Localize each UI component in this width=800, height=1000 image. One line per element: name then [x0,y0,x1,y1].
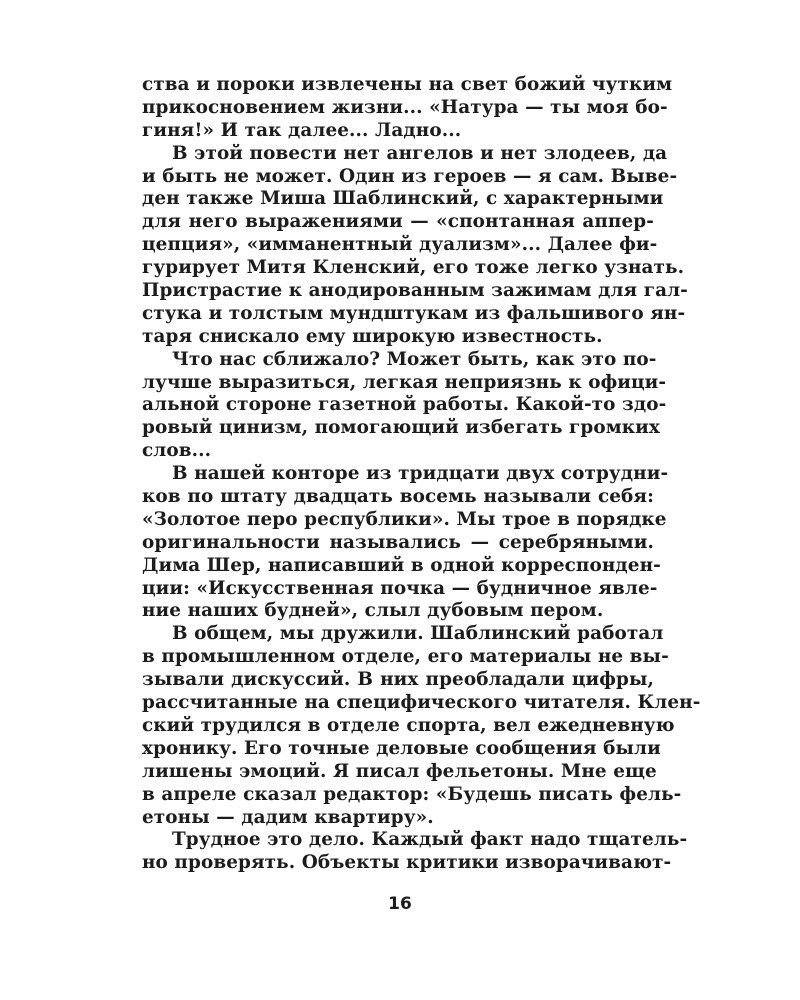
text-line: В этой повести нет ангелов и нет злодеев, да [172,142,668,164]
text-line: рассчитанные на специфического читателя. Клен- [142,692,701,714]
text-line: цепция», «имманентный дуализм»... Далее фи- [142,234,658,256]
text-line: стука и толстым мундштукам из фальшивого ян- [142,302,686,324]
text-line: зывали дискуссий. В них преобладали цифры, [142,669,654,691]
text-line: «Золотое перо республики». Мы трое в порядке [142,508,667,530]
text-line: лучше выразиться, легкая неприязнь к офици- [142,371,667,393]
text-line: В нашей конторе из тридцати двух сотрудни- [172,463,669,485]
text-line: В общем, мы дружили. Шаблинский работал [172,623,664,645]
text-line: для него выражениями — «спонтанная аппер- [142,211,654,233]
text-line: хронику. Его точные деловые сообщения были [142,737,661,759]
text-line: гиня!» И так далее... Ладно... [142,119,462,141]
text-line: етоны — дадим квартиру». [142,806,434,828]
text-line: и быть не может. Один из героев — я сам. Выве- [142,165,678,187]
text-line: в промышленном отделе, его материалы не вы- [142,646,669,668]
text-line: прикосновением жизни... «Натура — ты моя бо- [142,96,668,118]
text-line: ден также Миша Шаблинский, с характерными [142,188,664,210]
text-line: ние наших будней», слыл дубовым пером. [142,600,604,622]
text-line: Дима Шер, написавший в одной корреспонден- [142,554,661,576]
page-number: 16 [388,894,412,914]
text-line: ков по штату двадцать восемь называли себя: [142,486,654,508]
text-line: альной стороне газетной работы. Какой-то здо- [142,394,667,416]
text-line: ства и пороки извлечены на свет божий чутким [142,74,673,95]
text-line: лишены эмоций. Я писал фельетоны. Мне еще [142,760,657,782]
text-line: слов... [142,440,212,462]
text-line: ский трудился в отделе спорта, вел ежедневную [142,714,675,736]
text-line: ции: «Искусственная почка — будничное явле- [142,577,658,599]
text-line: Трудное это дело. Каждый факт надо тщатель- [172,829,688,851]
text-line: Что нас сближало? Может быть, как это по- [172,348,657,370]
text-line: но проверять. Объекты критики изворачивают- [142,852,672,874]
text-line: ровый цинизм, помогающий избегать громких [142,417,660,439]
page-body-text [142,74,701,875]
text-line: таря снискало ему широкую известность. [142,325,603,347]
text-line: Пристрастие к анодированным зажимам для гал- [142,280,688,302]
text-line: гурирует Митя Кленский, его тоже легко узнать. [142,257,685,279]
text-line: в апреле сказал редактор: «Будешь писать фель- [142,783,682,805]
text-line: оригинальности назывались — серебряными. [142,531,654,553]
